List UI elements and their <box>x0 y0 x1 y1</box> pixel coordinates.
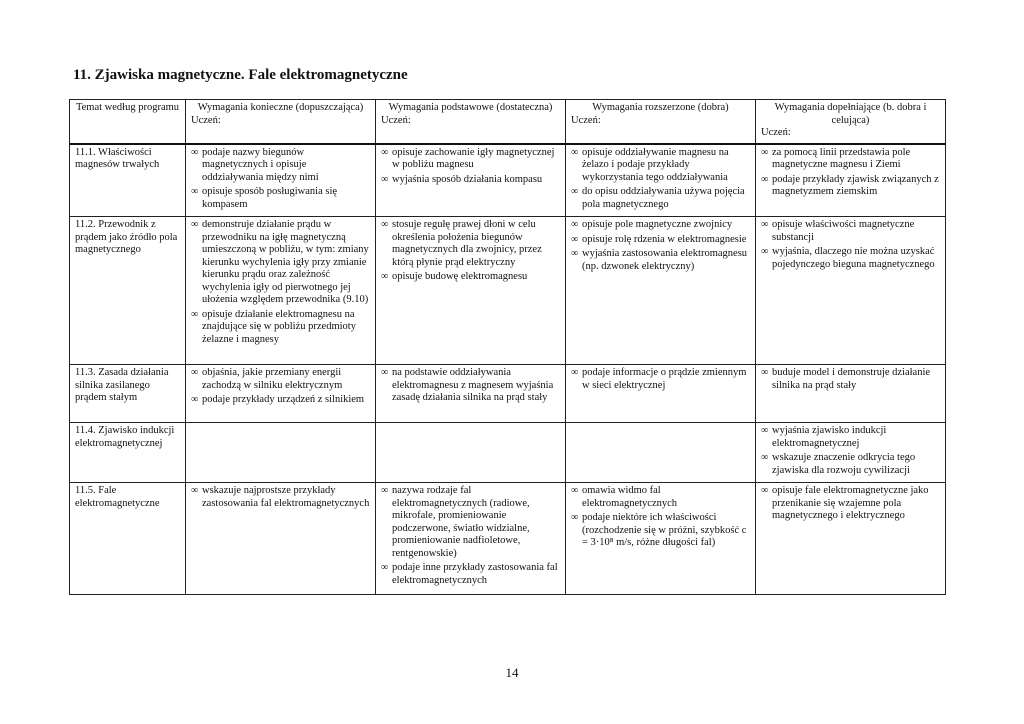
requirement-text: opisuje fale elektromagnetyczne jako przenikanie się wzajemne pola magnetycznego i elektrycznego <box>772 485 929 521</box>
requirement-cell <box>186 365 376 423</box>
list-item <box>761 425 940 450</box>
table-body <box>70 144 946 595</box>
requirement-list <box>571 485 750 550</box>
infinity-bullet-icon: ∞ <box>571 146 579 158</box>
infinity-bullet-icon: ∞ <box>761 485 769 496</box>
list-item <box>761 246 940 271</box>
list-item <box>571 248 750 273</box>
requirement-cell <box>376 217 566 365</box>
topic-cell: 11.1. Właściwości magnesów trwałych <box>70 144 186 217</box>
requirement-cell <box>376 144 566 217</box>
infinity-bullet-icon: ∞ <box>381 367 389 378</box>
requirement-list <box>571 219 750 273</box>
requirement-list <box>191 147 370 212</box>
list-item <box>761 452 940 477</box>
requirement-text: stosuje regułę prawej dłoni w celu określenia położenia biegunów magnetycznych dla zwojnicy, przez którą płynie prąd elektryczny <box>392 219 542 268</box>
requirement-list <box>381 219 560 284</box>
requirement-list <box>761 425 940 477</box>
list-item <box>191 309 370 347</box>
requirement-text: podaje przykłady urządzeń z silnikiem <box>202 394 365 405</box>
requirement-cell <box>566 217 756 365</box>
list-item <box>381 562 560 587</box>
infinity-bullet-icon: ∞ <box>571 186 579 197</box>
requirement-cell <box>566 365 756 423</box>
table-row <box>70 365 946 423</box>
topic-cell: 11.4. Zjawisko indukcji elektromagnetycznej <box>70 423 186 483</box>
requirement-list <box>381 147 560 187</box>
requirement-text: za pomocą linii przedstawia pole magnetyczne magnesu i Ziemi <box>772 146 911 170</box>
requirement-text: na podstawie oddziaływania elektromagnesu z magnesem wyjaśnia zasadę działania silnika na prąd stały <box>392 367 554 403</box>
requirement-text: podaje informacje o prądzie zmiennym w sieci elektrycznej <box>582 367 747 391</box>
infinity-bullet-icon: ∞ <box>381 562 389 573</box>
requirement-text: wyjaśnia, dlaczego nie można uzyskać pojedynczego bieguna magnetycznego <box>772 246 935 270</box>
list-item <box>571 219 750 232</box>
infinity-bullet-icon: ∞ <box>571 219 579 230</box>
infinity-bullet-icon: ∞ <box>761 173 769 185</box>
infinity-bullet-icon: ∞ <box>191 485 199 496</box>
requirement-list <box>191 485 370 510</box>
requirement-text: opisuje budowę elektromagnesu <box>392 271 528 282</box>
requirement-text: wskazuje najprostsze przykłady zastosowania fal elektromagnetycznych <box>202 485 370 509</box>
requirements-table <box>69 99 946 595</box>
list-item <box>191 147 370 185</box>
requirement-text: wyjaśnia zjawisko indukcji elektromagnetycznej <box>772 425 887 449</box>
requirement-cell <box>756 423 946 483</box>
requirement-cell <box>186 144 376 217</box>
requirement-text: opisuje oddziaływanie magnesu na żelazo i podaje przykłady wykorzystania tego oddziaływania <box>582 146 729 183</box>
requirement-text: podaje nazwy biegunów magnetycznych i opisuje oddziaływania między nimi <box>202 146 319 183</box>
table-row <box>70 483 946 595</box>
list-item <box>381 174 560 187</box>
list-item <box>571 186 750 211</box>
requirement-cell <box>756 483 946 595</box>
requirement-cell <box>566 423 756 483</box>
requirement-cell <box>186 217 376 365</box>
topic-cell: 11.2. Przewodnik z prądem jako źródło pola magnetycznego <box>70 217 186 365</box>
requirement-list <box>761 219 940 271</box>
list-item <box>571 147 750 185</box>
requirement-list <box>381 485 560 587</box>
requirement-cell <box>756 144 946 217</box>
header-topic: Temat według programu <box>70 100 186 144</box>
requirement-cell <box>756 365 946 423</box>
infinity-bullet-icon: ∞ <box>381 485 389 496</box>
requirement-list <box>761 147 940 199</box>
requirement-text: wyjaśnia sposób działania kompasu <box>392 173 543 185</box>
requirement-text: wskazuje znaczenie odkrycia tego zjawiska dla rozwoju cywilizacji <box>772 452 916 476</box>
list-item <box>381 271 560 284</box>
infinity-bullet-icon: ∞ <box>571 512 579 523</box>
list-item <box>571 367 750 392</box>
page-number: 14 <box>505 665 519 680</box>
list-item <box>191 367 370 392</box>
requirement-cell <box>566 483 756 595</box>
requirement-cell <box>186 483 376 595</box>
infinity-bullet-icon: ∞ <box>191 219 199 230</box>
topic-cell: 11.5. Fale elektromagnetyczne <box>70 483 186 595</box>
infinity-bullet-icon: ∞ <box>191 308 199 320</box>
requirement-cell <box>186 423 376 483</box>
requirement-text: opisuje działanie elektromagnesu na znajdujące się w pobliżu przedmioty żelazne i magnesy <box>202 308 356 345</box>
requirement-text: opisuje właściwości magnetyczne substancji <box>772 219 915 243</box>
requirement-list <box>571 367 750 392</box>
infinity-bullet-icon: ∞ <box>571 248 579 259</box>
header-podstawowe: Wymagania podstawowe (dostateczna) Uczeń: <box>376 100 566 144</box>
infinity-bullet-icon: ∞ <box>191 394 199 405</box>
list-item <box>571 234 750 247</box>
infinity-bullet-icon: ∞ <box>381 271 389 282</box>
header-konieczne: Wymagania konieczne (dopuszczająca) Uczeń: <box>186 100 376 144</box>
requirement-text: omawia widmo fal elektromagnetycznych <box>582 485 678 509</box>
list-item <box>381 367 560 405</box>
requirement-text: demonstruje działanie prądu w przewodniku na igłę magnetyczną umieszczoną w pobliżu, w tym: zmiany kierunku wychylenia igły przy zmianie kierunku prądu oraz zależność wychylenia igły od pierwotnego jej ułożenia względem przewodnika (9.10) <box>202 219 369 305</box>
topic-cell: 11.3. Zasada działania silnika zasilanego prądem stałym <box>70 365 186 423</box>
infinity-bullet-icon: ∞ <box>381 219 389 230</box>
list-item <box>761 147 940 172</box>
requirement-list <box>761 367 940 392</box>
list-item <box>381 147 560 172</box>
requirement-list <box>381 367 560 405</box>
requirement-text: opisuje rolę rdzenia w elektromagnesie <box>582 233 747 245</box>
list-item <box>191 394 370 407</box>
infinity-bullet-icon: ∞ <box>381 173 389 185</box>
requirement-text: podaje niektóre ich właściwości (rozchodzenie się w próżni, szybkość c = 3·10⁸ m/s, różne długości fal) <box>582 512 747 548</box>
infinity-bullet-icon: ∞ <box>571 233 579 245</box>
list-item <box>191 485 370 510</box>
requirement-text: podaje inne przykłady zastosowania fal elektromagnetycznych <box>392 562 558 586</box>
infinity-bullet-icon: ∞ <box>381 146 389 158</box>
infinity-bullet-icon: ∞ <box>761 246 769 257</box>
requirement-text: opisuje sposób posługiwania się kompasem <box>202 186 338 210</box>
requirement-text: buduje model i demonstruje działanie silnika na prąd stały <box>772 367 931 391</box>
infinity-bullet-icon: ∞ <box>191 367 199 378</box>
requirement-list <box>571 147 750 212</box>
requirement-text: wyjaśnia zastosowania elektromagnesu (np. dzwonek elektryczny) <box>582 248 748 272</box>
infinity-bullet-icon: ∞ <box>191 186 199 197</box>
requirement-text: do opisu oddziaływania używa pojęcia pola magnetycznego <box>582 186 745 210</box>
list-item <box>571 485 750 510</box>
requirement-text: opisuje pole magnetyczne zwojnicy <box>582 219 733 230</box>
requirement-list <box>191 219 370 346</box>
table-row <box>70 423 946 483</box>
page-title: 11. Zjawiska magnetyczne. Fale elektromagnetyczne <box>73 67 408 83</box>
infinity-bullet-icon: ∞ <box>191 146 199 158</box>
requirement-text: nazywa rodzaje fal elektromagnetycznych (radiowe, mikrofale, promieniowanie podczerwone, światło widzialne, promieniowanie nadfioletowe, rentgenowskie) <box>392 485 530 559</box>
infinity-bullet-icon: ∞ <box>761 146 769 158</box>
requirement-list <box>191 367 370 407</box>
list-item <box>761 174 940 199</box>
requirement-cell <box>376 365 566 423</box>
infinity-bullet-icon: ∞ <box>761 425 769 436</box>
list-item <box>191 219 370 307</box>
header-dopelniajace: Wymagania dopełniające (b. dobra i celująca) Uczeń: <box>756 100 946 144</box>
requirement-cell <box>376 423 566 483</box>
list-item <box>571 512 750 550</box>
infinity-bullet-icon: ∞ <box>571 367 579 378</box>
requirement-text: opisuje zachowanie igły magnetycznej w pobliżu magnesu <box>392 146 555 170</box>
requirement-cell <box>756 217 946 365</box>
list-item <box>761 485 940 523</box>
list-item <box>381 485 560 560</box>
list-item <box>191 186 370 211</box>
table-row <box>70 217 946 365</box>
infinity-bullet-icon: ∞ <box>761 452 769 463</box>
requirement-text: objaśnia, jakie przemiany energii zachodzą w silniku elektrycznym <box>202 367 343 391</box>
requirement-cell <box>376 483 566 595</box>
requirement-cell <box>566 144 756 217</box>
infinity-bullet-icon: ∞ <box>571 485 579 496</box>
table-header-row <box>70 100 946 144</box>
header-rozszerzone: Wymagania rozszerzone (dobra) Uczeń: <box>566 100 756 144</box>
requirement-text: podaje przykłady zjawisk związanych z magnetyzmem ziemskim <box>772 173 939 197</box>
infinity-bullet-icon: ∞ <box>761 367 769 378</box>
requirement-list <box>761 485 940 523</box>
list-item <box>761 219 940 244</box>
list-item <box>761 367 940 392</box>
list-item <box>381 219 560 269</box>
infinity-bullet-icon: ∞ <box>761 219 769 230</box>
table-row <box>70 144 946 217</box>
